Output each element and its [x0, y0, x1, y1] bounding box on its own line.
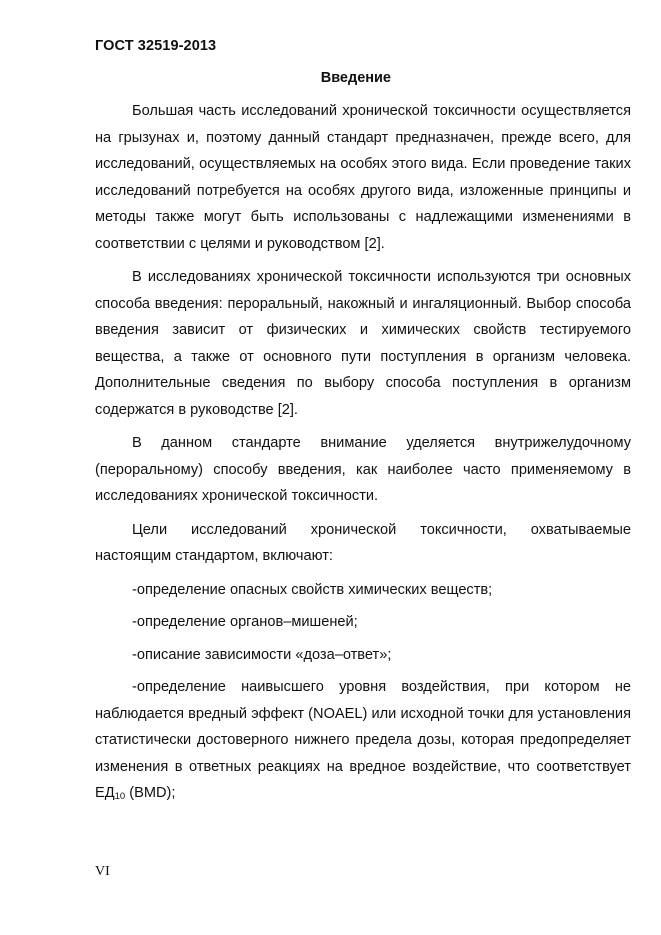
- paragraph: В исследованиях хронической токсичности используются три основных способа введения: пероральный, накожный и ингаляционный. Выбор способа введения зависит от физических и химических свойств тестируемого вещества, а также от основного пути поступления в организм человека. Дополнительные сведения по выбору способа поступления в организм содержатся в руководстве [2].: [95, 269, 631, 418]
- page-number: VI: [95, 864, 110, 879]
- paragraph: Цели исследований хронической токсичности, охватываемые настоящим стандартом, включают:: [95, 521, 631, 564]
- list-item-ending: (BMD);: [125, 785, 176, 801]
- list-item: -определение органов–мишеней;: [132, 614, 358, 630]
- document-code: ГОСТ 32519-2013: [95, 38, 217, 54]
- paragraph: Большая часть исследований хронической токсичности осуществляется на грызунах и, поэтому данный стандарт предназначен, прежде всего, для исследований, осуществляемых на особях этого вида. Если проведение таких исследований потребуется на особях другого вида, изложенные принципы и методы также могут быть использованы с надлежащими изменениями в соответствии с целями и руководством [2].: [95, 103, 631, 252]
- subscript: 10: [114, 791, 126, 802]
- section-title: Введение: [320, 70, 391, 86]
- body-text: [95, 98, 631, 813]
- list-item: -описание зависимости «доза–ответ»;: [132, 646, 392, 663]
- list-item: -определение опасных свойств химических веществ;: [132, 581, 493, 598]
- list-item-text: -определение наивысшего уровня воздействия, при котором не наблюдается вредный эффект (NOAEL) или исходной точки для установления статистически достоверного нижнего предела дозы, которая предопределяет изменения в ответных реакциях на вредное воздействие, что соответствует ЕД: [95, 679, 631, 801]
- paragraph: В данном стандарте внимание уделяется внутрижелудочному (пероральному) способу введения, как наиболее часто применяемому в исследованиях хронической токсичности.: [95, 435, 631, 504]
- list-item: [95, 674, 631, 807]
